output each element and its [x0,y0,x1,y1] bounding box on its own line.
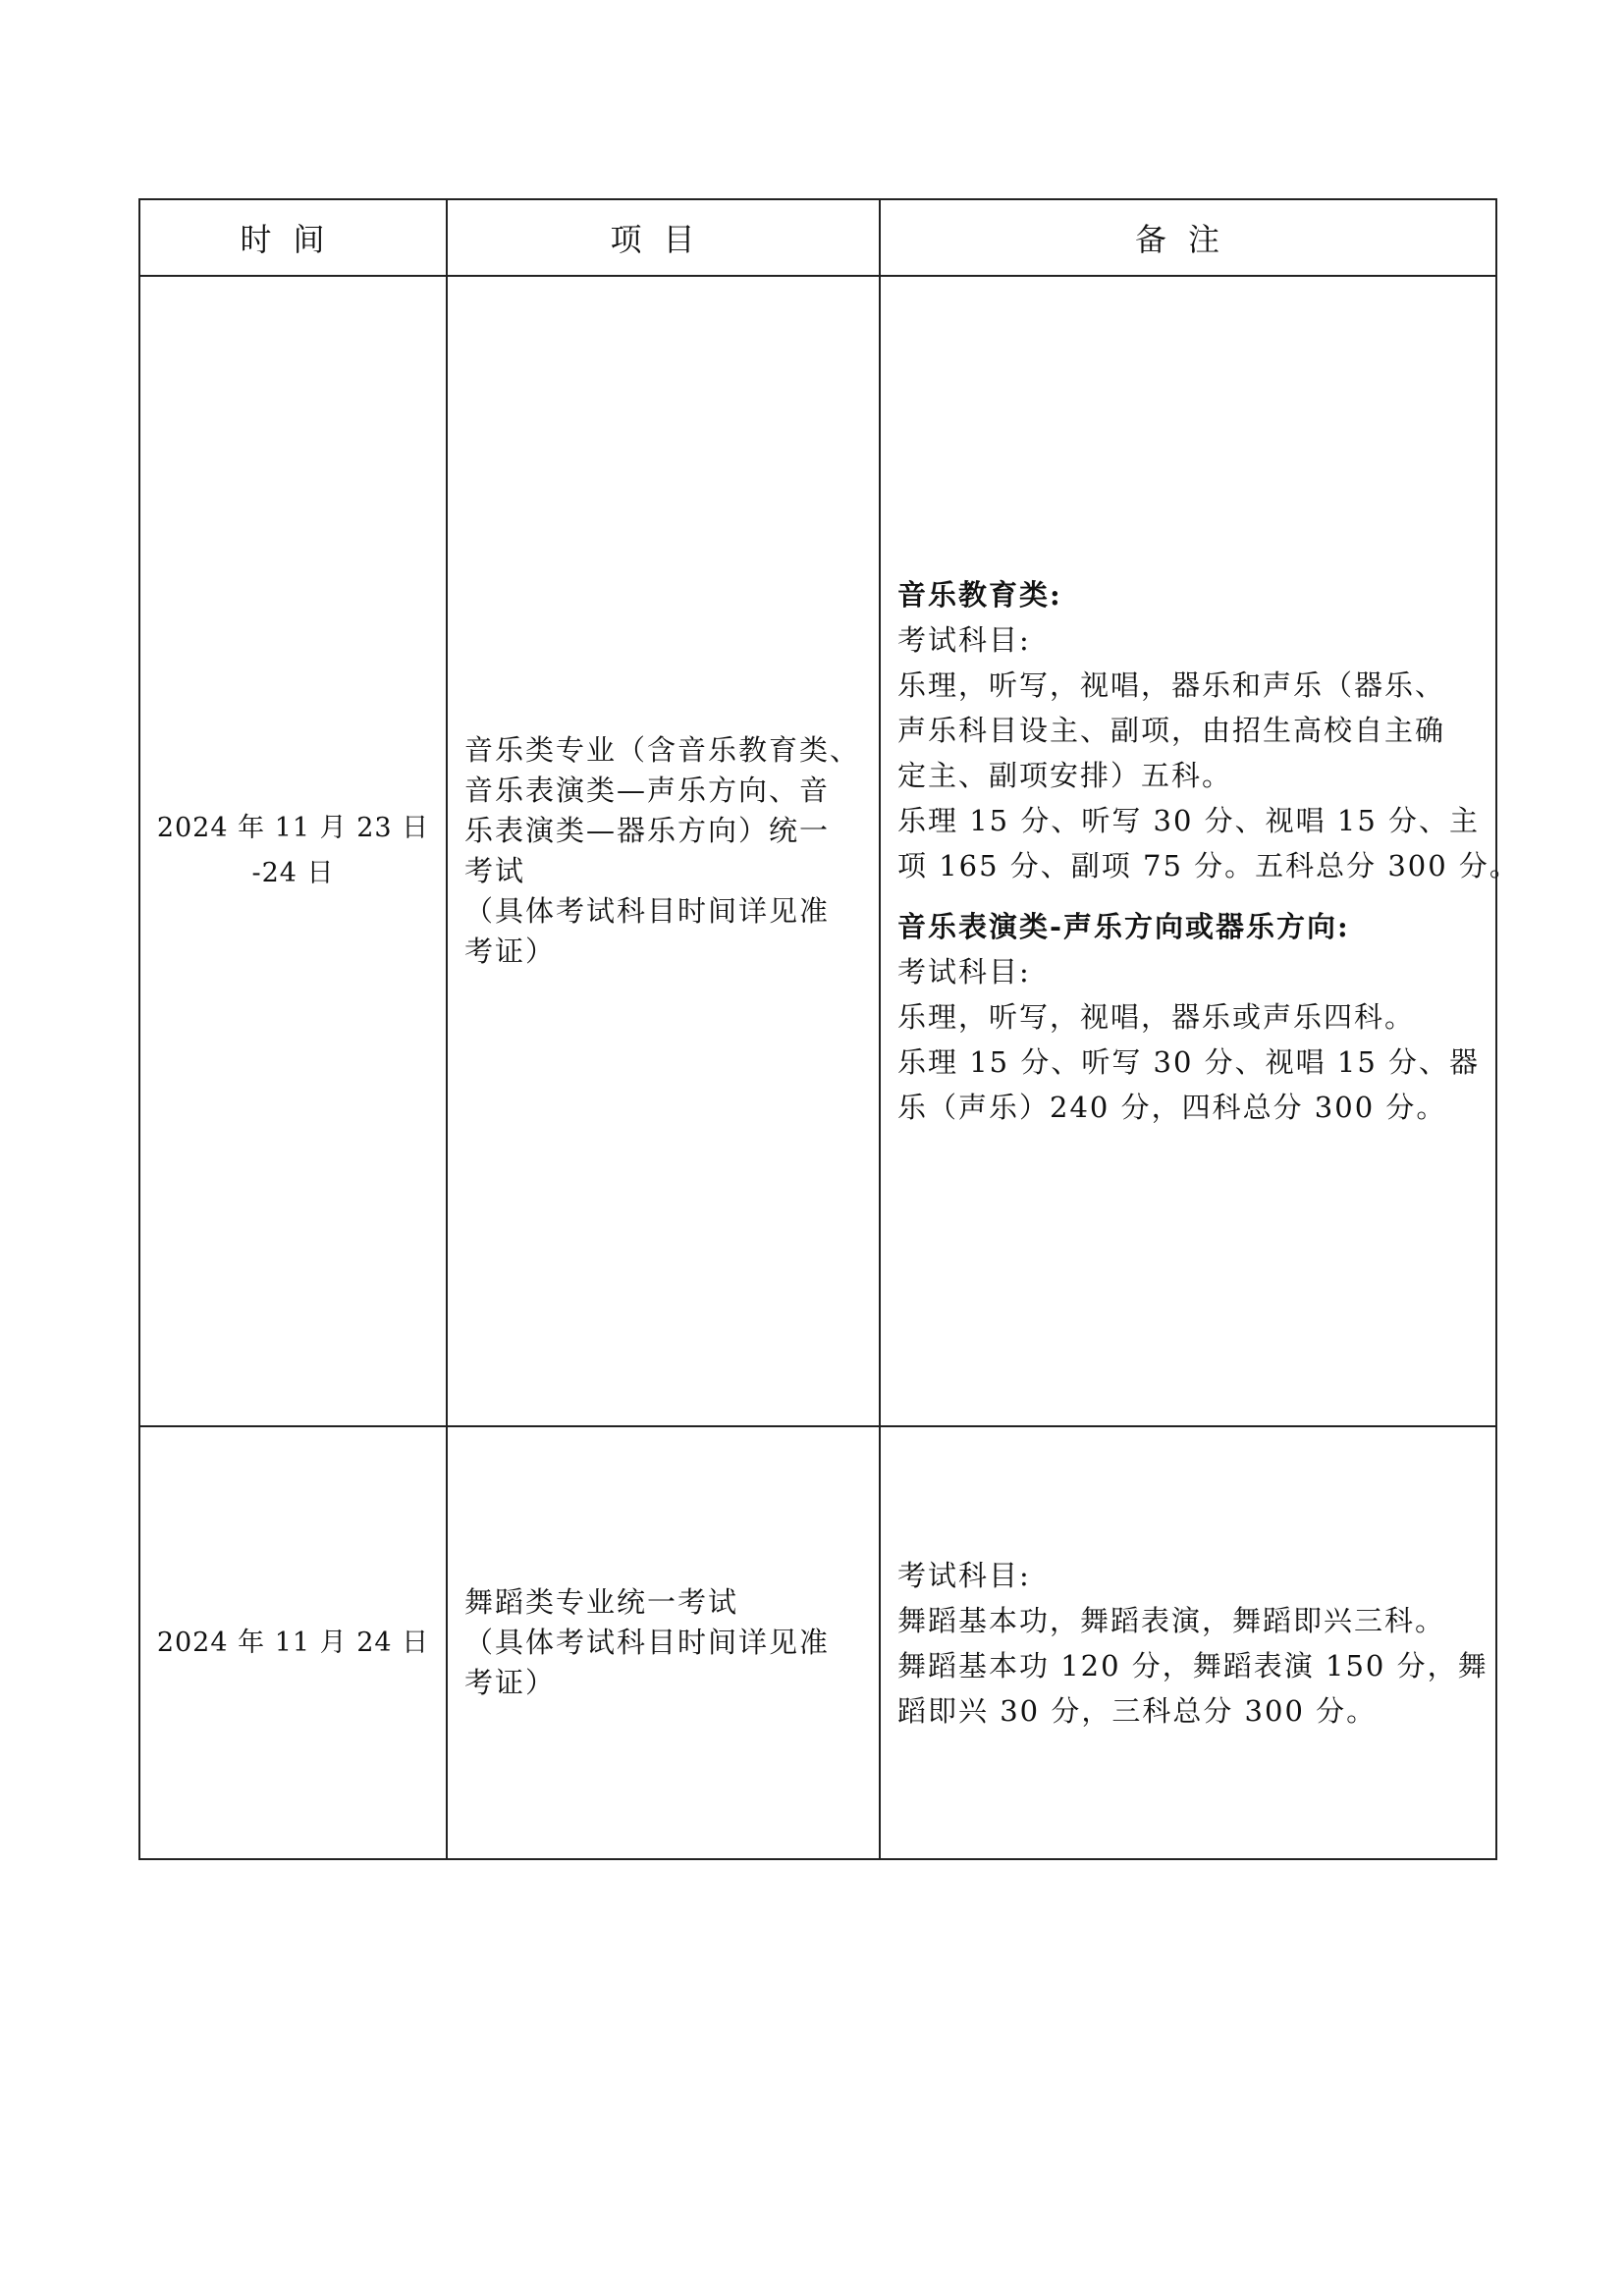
music-project-line: 音乐表演类—声乐方向、音 [464,774,831,807]
music-education-heading: 音乐教育类: [897,578,1062,612]
music-project-line: 音乐类专业（含音乐教育类、 [464,733,861,767]
music-project-line: 乐表演类—器乐方向）统一 [464,814,831,847]
music-project-line: 考证） [464,934,557,968]
table-row-music [139,276,1496,1426]
exam-schedule-table [138,198,1520,1860]
dance-note-line: 舞蹈基本功，舞蹈表演，舞蹈即兴三科。 [897,1603,1446,1637]
header-notes: 备注 [880,199,1496,276]
music-education-note-line: 项 165 分、副项 75 分。五科总分 300 分。 [897,849,1520,882]
dance-project-line: 舞蹈类专业统一考试 [464,1585,739,1619]
dance-project-cell [447,1426,880,1859]
music-performance-note-line: 考试科目: [897,955,1031,988]
dance-note-line: 考试科目: [897,1558,1031,1592]
music-time-line: 2024 年 11 月 23 日 [156,813,430,843]
music-project-line: （具体考试科目时间详见准 [464,894,831,928]
dance-note-line: 舞蹈基本功 120 分，舞蹈表演 150 分，舞 [897,1648,1489,1682]
table-row-dance [139,1426,1496,1859]
music-project-line: 考试 [464,854,526,887]
music-time-cell [139,276,447,1426]
music-time-line: -24 日 [251,858,335,888]
music-education-note-line: 乐理 15 分、听写 30 分、视唱 15 分、主 [897,804,1481,837]
header-project: 项目 [447,199,880,276]
music-education-note-line: 声乐科目设主、副项，由招生高校自主确 [897,714,1446,747]
music-education-note-line: 考试科目: [897,623,1031,657]
dance-notes-cell [880,1426,1496,1859]
dance-time-line: 2024 年 11 月 24 日 [156,1627,430,1658]
music-education-note-line: 乐理，听写，视唱，器乐和声乐（器乐、 [897,668,1446,702]
music-project-cell [447,276,880,1426]
dance-project-line: 考证） [464,1666,557,1699]
music-performance-note-line: 乐理 15 分、听写 30 分、视唱 15 分、器 [897,1045,1481,1079]
dance-time-cell [139,1426,447,1859]
dance-note-line: 蹈即兴 30 分，三科总分 300 分。 [897,1693,1378,1728]
dance-project-line: （具体考试科目时间详见准 [464,1626,831,1659]
music-performance-heading: 音乐表演类-声乐方向或器乐方向: [897,910,1350,943]
section-spacer [897,888,1482,904]
header-time: 时间 [139,199,447,276]
music-education-note-line: 定主、副项安排）五科。 [897,759,1233,792]
music-performance-note-line: 乐理，听写，视唱，器乐或声乐四科。 [897,1000,1416,1034]
music-notes-cell [880,276,1520,1426]
table-header-row [139,199,1496,276]
music-performance-note-line: 乐（声乐）240 分，四科总分 300 分。 [897,1091,1447,1124]
